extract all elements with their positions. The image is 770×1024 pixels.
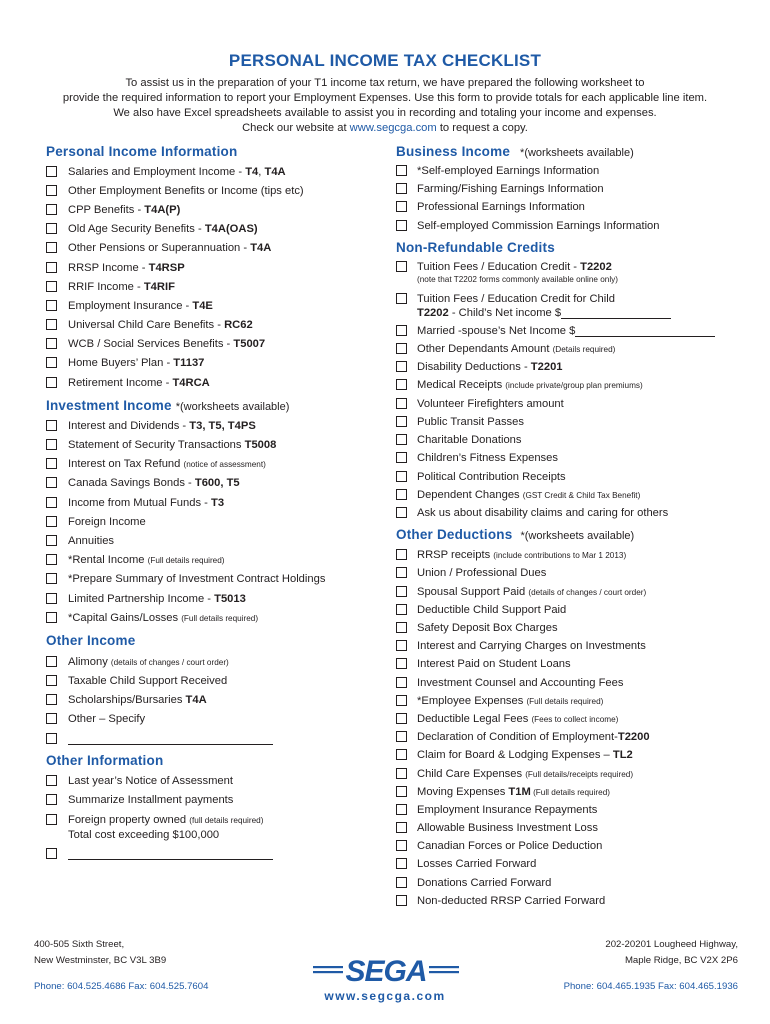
checklist-item-label: RRIF Income - T4RIF xyxy=(68,281,175,293)
sega-logo xyxy=(313,952,459,986)
checkbox[interactable] xyxy=(396,220,407,231)
checkbox[interactable] xyxy=(46,458,57,469)
checkbox[interactable] xyxy=(46,573,57,584)
checklist-item[interactable] xyxy=(396,657,571,673)
checklist-item[interactable] xyxy=(46,611,258,627)
checklist-item-label: Interest on Tax Refund (notice of assessment) xyxy=(68,458,266,470)
checklist-item[interactable] xyxy=(46,712,145,728)
checkbox[interactable] xyxy=(46,477,57,488)
checklist-item-label: Declaration of Condition of Employment-T2200 xyxy=(417,731,650,743)
checklist-item[interactable] xyxy=(46,572,325,588)
section-heading-other-income: Other Income xyxy=(46,633,136,648)
checklist-item[interactable] xyxy=(396,603,566,619)
checkbox[interactable] xyxy=(46,535,57,546)
checklist-item-label: Summarize Installment payments xyxy=(68,794,234,806)
checkbox[interactable] xyxy=(46,242,57,253)
checklist-item-label: Ask us about disability claims and caring for others xyxy=(417,507,669,519)
checklist-item[interactable] xyxy=(396,360,563,376)
checklist-item[interactable] xyxy=(46,222,258,238)
intro-line: Check our website at www.segcga.com to request a copy. xyxy=(242,122,528,134)
checkbox[interactable] xyxy=(46,593,57,604)
checklist-item[interactable] xyxy=(396,694,603,710)
checklist-item-label: Medical Receipts (include private/group plan premiums) xyxy=(417,379,643,391)
checkbox[interactable] xyxy=(46,338,57,349)
checklist-item-label: *Self-employed Earnings Information xyxy=(417,165,600,177)
checklist-item-label: Annuities xyxy=(68,535,115,547)
checkbox[interactable] xyxy=(396,731,407,742)
checklist-item-label: Safety Deposit Box Charges xyxy=(417,622,558,634)
checklist-item-label: Other Pensions or Superannuation - T4A xyxy=(68,242,272,254)
checklist-item[interactable] xyxy=(46,496,224,512)
checklist-item[interactable] xyxy=(396,566,546,582)
checklist-item[interactable] xyxy=(46,655,229,671)
footer-address: Maple Ridge, BC V2X 2P6 xyxy=(624,955,738,966)
checklist-item-label: Self-employed Commission Earnings Information xyxy=(417,220,660,232)
page-title: PERSONAL INCOME TAX CHECKLIST xyxy=(228,51,542,70)
checklist-item-label: Old Age Security Benefits - T4A(OAS) xyxy=(68,223,258,235)
checklist-item[interactable] xyxy=(46,534,114,550)
checkbox[interactable] xyxy=(46,713,57,724)
checkbox[interactable] xyxy=(46,439,57,450)
checkbox[interactable] xyxy=(396,804,407,815)
checkbox[interactable] xyxy=(396,507,407,518)
checkbox[interactable] xyxy=(396,165,407,176)
checklist-item[interactable] xyxy=(396,260,619,284)
checklist-item-label: Volunteer Firefighters amount xyxy=(417,398,564,410)
footer-phone: Phone: 604.525.4686 Fax: 604.525.7604 xyxy=(34,981,209,992)
checkbox[interactable] xyxy=(396,658,407,669)
checkbox[interactable] xyxy=(396,586,407,597)
checklist-item-label: Limited Partnership Income - T5013 xyxy=(68,593,246,605)
checklist-item-label: Dependent Changes (GST Credit & Child Tax Benefit) xyxy=(417,489,641,501)
checklist-item[interactable] xyxy=(396,219,660,235)
footer-address: New Westminster, BC V3L 3B9 xyxy=(34,955,167,966)
checklist-item[interactable] xyxy=(46,674,227,690)
checklist-item-label: Interest and Dividends - T3, T5, T4PS xyxy=(68,420,256,432)
checklist-item-label: Other Employment Benefits or Income (tips etc) xyxy=(68,185,304,197)
checkbox[interactable] xyxy=(46,300,57,311)
checkbox[interactable] xyxy=(46,814,57,825)
checkbox[interactable] xyxy=(396,261,407,272)
footer-phone: Phone: 604.465.1935 Fax: 604.465.1936 xyxy=(563,981,738,992)
checklist-item-label: Interest Paid on Student Loans xyxy=(417,658,571,670)
checkbox[interactable] xyxy=(396,622,407,633)
checkbox[interactable] xyxy=(396,343,407,354)
checkbox[interactable] xyxy=(46,554,57,565)
checkbox[interactable] xyxy=(46,262,57,273)
checklist-item-label: Non-deducted RRSP Carried Forward xyxy=(417,895,606,907)
checkbox[interactable] xyxy=(46,775,57,786)
checkbox[interactable] xyxy=(46,357,57,368)
checklist-item[interactable] xyxy=(396,894,605,910)
svg-text:SEGA: SEGA xyxy=(345,955,427,986)
checklist-item[interactable] xyxy=(46,515,146,531)
footer-website[interactable]: www.segcga.com xyxy=(324,989,446,1003)
checklist-item[interactable] xyxy=(46,280,175,296)
checkbox[interactable] xyxy=(396,471,407,482)
checklist-item[interactable] xyxy=(46,241,271,257)
checklist-item[interactable] xyxy=(46,813,264,841)
checklist-item-label: Income from Mutual Funds - T3 xyxy=(68,497,225,509)
checklist-item-label: Foreign property owned (full details required) Total cost exceeding $100,000 xyxy=(68,814,264,841)
checklist-item-label: Spousal Support Paid (details of changes / court order) xyxy=(417,586,647,598)
checklist-item[interactable] xyxy=(396,748,633,764)
checklist-item[interactable] xyxy=(46,203,180,219)
checklist-item[interactable] xyxy=(396,397,564,413)
footer-address: 202-20201 Lougheed Highway, xyxy=(605,939,738,950)
checkbox[interactable] xyxy=(46,281,57,292)
checklist-item-label: Public Transit Passes xyxy=(417,416,524,428)
checklist-item-label: WCB / Social Services Benefits - T5007 xyxy=(68,338,266,350)
checklist-item-label: Other – Specify xyxy=(68,713,146,725)
checklist-item[interactable] xyxy=(396,712,618,728)
checklist-item[interactable] xyxy=(396,200,585,216)
checkbox[interactable] xyxy=(396,398,407,409)
checklist-item-label: Last year’s Notice of Assessment xyxy=(68,775,233,787)
checklist-item-label: Disability Deductions - T2201 xyxy=(417,361,563,373)
checklist-item-label: Moving Expenses T1M (Full details required) xyxy=(417,786,610,798)
checklist-item-label: Foreign Income xyxy=(68,516,146,528)
checklist-item-label: Deductible Child Support Paid xyxy=(417,604,567,616)
checklist-item[interactable] xyxy=(396,676,623,692)
checklist-item[interactable] xyxy=(396,839,602,855)
checklist-item-label: RRSP Income - T4RSP xyxy=(68,262,185,274)
checklist-item[interactable] xyxy=(396,821,598,837)
checkbox[interactable] xyxy=(396,325,407,336)
checklist-item[interactable] xyxy=(396,470,566,486)
checkbox[interactable] xyxy=(46,656,57,667)
checkbox[interactable] xyxy=(396,434,407,445)
section-heading-investment-income: Investment Income *(worksheets available) xyxy=(46,398,290,413)
checklist-item[interactable] xyxy=(46,184,304,200)
checklist-item-label: Retirement Income - T4RCA xyxy=(68,377,210,389)
section-heading-personal-income: Personal Income Information xyxy=(46,144,238,159)
checkbox[interactable] xyxy=(46,733,57,744)
checkbox[interactable] xyxy=(396,293,407,304)
checkbox[interactable] xyxy=(396,640,407,651)
checkbox[interactable] xyxy=(46,612,57,623)
checklist-item-label: Employment Insurance Repayments xyxy=(417,804,598,816)
intro-line: We also have Excel spreadsheets available to assist you in recording and totaling your income and expenses. xyxy=(113,107,657,119)
checklist-item[interactable] xyxy=(46,318,253,334)
checklist-item[interactable] xyxy=(396,730,650,746)
checkbox[interactable] xyxy=(396,822,407,833)
checklist-item-label: Losses Carried Forward xyxy=(417,858,537,870)
checklist-item-label: RRSP receipts (include contributions to Mar 1 2013) xyxy=(417,549,627,561)
checkbox[interactable] xyxy=(396,379,407,390)
checkbox[interactable] xyxy=(396,895,407,906)
checklist-item[interactable] xyxy=(396,767,633,783)
checklist-item[interactable] xyxy=(396,292,671,319)
checkbox[interactable] xyxy=(46,497,57,508)
intro-text xyxy=(20,76,750,136)
checklist-item-label: Married -spouse’s Net Income $ xyxy=(417,324,715,338)
checklist-item-label: Deductible Legal Fees (Fees to collect income) xyxy=(417,713,619,725)
checklist-item-label: Other Dependants Amount (Details required) xyxy=(417,343,616,355)
checkbox[interactable] xyxy=(396,567,407,578)
checkbox[interactable] xyxy=(46,694,57,705)
checklist-item[interactable] xyxy=(46,476,240,492)
checklist-item[interactable] xyxy=(396,488,640,504)
checkbox[interactable] xyxy=(396,549,407,560)
checklist-item-label: *Capital Gains/Losses (Full details required) xyxy=(68,612,259,624)
checkbox[interactable] xyxy=(396,840,407,851)
checkbox[interactable] xyxy=(396,749,407,760)
checkbox[interactable] xyxy=(396,768,407,779)
checklist-item[interactable] xyxy=(396,164,599,180)
checklist-item[interactable] xyxy=(46,165,286,181)
footer-address: 400-505 Sixth Street, xyxy=(34,939,125,950)
checkbox[interactable] xyxy=(46,675,57,686)
checklist-item-label: Salaries and Employment Income - T4, T4A xyxy=(68,166,286,178)
section-heading-business-income: Business Income *(worksheets available) xyxy=(396,144,634,159)
checkbox[interactable] xyxy=(46,319,57,330)
checklist-item[interactable] xyxy=(396,785,610,801)
checklist-item-label: Children’s Fitness Expenses xyxy=(417,452,558,464)
checklist-item[interactable] xyxy=(396,585,646,601)
checklist-item-label: *Rental Income (Full details required) xyxy=(68,554,225,566)
checklist-item[interactable] xyxy=(396,342,615,358)
checklist-item-label: Home Buyers’ Plan - T1137 xyxy=(68,357,205,369)
checklist-item-label: Taxable Child Support Received xyxy=(68,675,228,687)
checklist-item[interactable] xyxy=(46,337,265,353)
checkbox[interactable] xyxy=(396,489,407,500)
checklist-item[interactable] xyxy=(46,438,276,454)
checklist-item-label: *Employee Expenses (Full details required) xyxy=(417,695,604,707)
intro-line: To assist us in the preparation of your T1 income tax return, we have prepared the following worksheet to xyxy=(125,77,645,89)
section-heading-non-refundable-credits: Non-Refundable Credits xyxy=(396,240,555,255)
checklist-item[interactable] xyxy=(396,548,626,564)
checklist-item-label: Alimony (details of changes / court order) xyxy=(68,656,229,668)
blank-line-item[interactable] xyxy=(46,732,273,748)
checkbox[interactable] xyxy=(396,695,407,706)
checklist-item-label: Charitable Donations xyxy=(417,434,522,446)
checkbox[interactable] xyxy=(46,794,57,805)
checklist-item-label: Union / Professional Dues xyxy=(417,567,547,579)
checkbox[interactable] xyxy=(396,183,407,194)
checklist-item[interactable] xyxy=(396,415,524,431)
checkbox[interactable] xyxy=(396,858,407,869)
footer-right xyxy=(564,937,738,995)
checklist-item-label: Statement of Security Transactions T5008 xyxy=(68,439,277,451)
checklist-item-label: Allowable Business Investment Loss xyxy=(417,822,598,834)
checklist-item-label: *Prepare Summary of Investment Contract Holdings xyxy=(68,573,326,585)
checklist-item-label: Professional Earnings Information xyxy=(417,201,585,213)
checklist-item[interactable] xyxy=(46,553,225,569)
checklist-item[interactable] xyxy=(396,639,646,655)
checklist-item[interactable] xyxy=(396,378,643,394)
checkbox[interactable] xyxy=(396,452,407,463)
checklist-item[interactable] xyxy=(396,876,551,892)
checklist-item[interactable] xyxy=(396,182,604,198)
checklist-item[interactable] xyxy=(46,356,204,372)
checklist-item[interactable] xyxy=(46,299,213,315)
checklist-item[interactable] xyxy=(46,457,266,473)
checkbox[interactable] xyxy=(46,223,57,234)
checklist-item-label: Employment Insurance - T4E xyxy=(68,300,213,312)
checklist-item[interactable] xyxy=(396,621,558,637)
checkbox[interactable] xyxy=(46,516,57,527)
checklist-item[interactable] xyxy=(46,592,246,608)
checkbox[interactable] xyxy=(396,677,407,688)
checklist-item-label: Canada Savings Bonds - T600, T5 xyxy=(68,477,240,489)
checklist-item-label: Political Contribution Receipts xyxy=(417,471,566,483)
footer-left xyxy=(34,937,208,995)
checkbox[interactable] xyxy=(46,420,57,431)
checkbox[interactable] xyxy=(46,185,57,196)
checklist-item[interactable] xyxy=(396,324,715,340)
intro-line: provide the required information to report your Employment Expenses. Use this form to provide totals for each applicable line item. xyxy=(62,92,708,104)
section-heading-other-information: Other Information xyxy=(46,753,164,768)
checklist-item-label: Tuition Fees / Education Credit - T2202 (note that T2202 forms commonly available online only) xyxy=(417,261,619,284)
checklist-item-label: Canadian Forces or Police Deduction xyxy=(417,840,603,852)
section-heading-other-deductions: Other Deductions *(worksheets available) xyxy=(396,527,635,542)
checklist-item-label: Universal Child Care Benefits - RC62 xyxy=(68,319,253,331)
checklist-item-label: Tuition Fees / Education Credit for Child T2202 - Child’s Net income $ xyxy=(417,292,671,320)
checklist-item[interactable] xyxy=(46,419,256,435)
checklist-item-label: Scholarships/Bursaries T4A xyxy=(68,694,207,706)
checklist-item-label: CPP Benefits - T4A(P) xyxy=(68,204,181,216)
checkbox[interactable] xyxy=(396,604,407,615)
checklist-item-label: Donations Carried Forward xyxy=(417,877,552,889)
checklist-item[interactable] xyxy=(396,433,521,449)
checklist-item[interactable] xyxy=(46,793,233,809)
checkbox[interactable] xyxy=(46,204,57,215)
blank-line-item[interactable] xyxy=(46,847,273,863)
checkbox[interactable] xyxy=(46,377,57,388)
checklist-item-label: Claim for Board & Lodging Expenses – TL2 xyxy=(417,749,633,761)
checkbox[interactable] xyxy=(396,877,407,888)
checklist-item[interactable] xyxy=(396,506,668,522)
website-link[interactable]: www.segcga.com xyxy=(349,122,437,134)
checkbox[interactable] xyxy=(396,786,407,797)
checklist-item[interactable] xyxy=(46,376,210,392)
checklist-item[interactable] xyxy=(46,261,185,277)
checklist-item-label: Investment Counsel and Accounting Fees xyxy=(417,677,624,689)
checklist-item[interactable] xyxy=(46,693,207,709)
checkbox[interactable] xyxy=(46,166,57,177)
checkbox[interactable] xyxy=(396,713,407,724)
checkbox[interactable] xyxy=(396,201,407,212)
checklist-item[interactable] xyxy=(396,857,536,873)
checklist-item-label: Farming/Fishing Earnings Information xyxy=(417,183,604,195)
checkbox[interactable] xyxy=(46,848,57,859)
checklist-item[interactable] xyxy=(396,803,597,819)
checkbox[interactable] xyxy=(396,361,407,372)
checkbox[interactable] xyxy=(396,416,407,427)
checklist-item-label: Child Care Expenses (Full details/receipts required) xyxy=(417,768,634,780)
checklist-item-label: Interest and Carrying Charges on Investments xyxy=(417,640,646,652)
checklist-item[interactable] xyxy=(396,451,558,467)
checklist-item[interactable] xyxy=(46,774,233,790)
